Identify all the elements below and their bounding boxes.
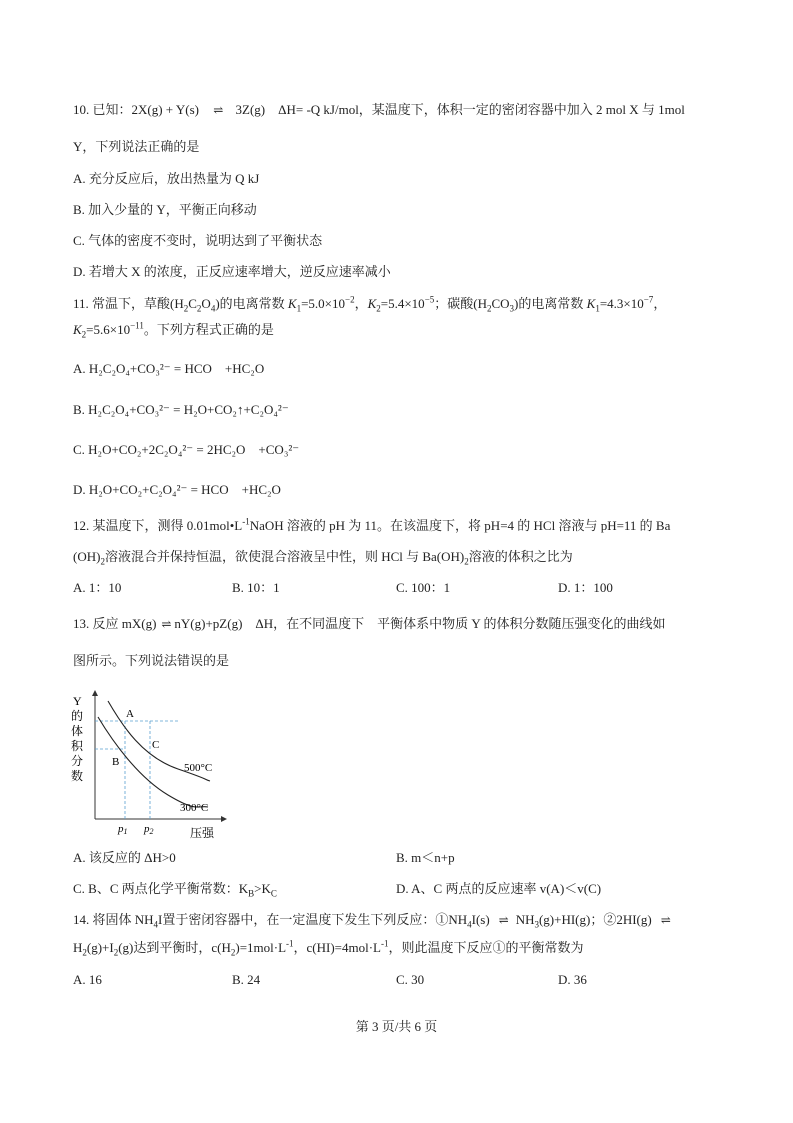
q10-stem-line1: 10. 已知：2X(g) + Y(s) ⇌ 3Z(g) ΔH= -Q kJ/mol，某温度下，体积一定的密闭容器中加入 2 mol X 与 1mol	[73, 102, 685, 117]
q10-option-c: C. 气体的密度不变时，说明达到了平衡状态	[73, 233, 323, 248]
reversible-arrow-icon: ⇌	[161, 617, 170, 631]
reversible-arrow-icon: ⇌	[498, 913, 507, 927]
q14-stem-line1: 14. 将固体 $NH_4I$置于密闭容器中，在一定温度下发生下列反应：$①NH_4I(s)$ ⇌ $NH_3(g)+HI(g)$；②2HI(g) ⇌	[73, 912, 678, 928]
y-axis-label-4: 积	[71, 739, 84, 753]
q11-option-a: A. H₂C₂O₄+CO₃²⁻ = HCO +HC₂O	[73, 361, 265, 376]
x-axis-label: 压强	[190, 826, 215, 839]
curve-300c-label: 300°C	[180, 802, 209, 814]
q13-stem-line2: 图所示。下列说法错误的是	[73, 653, 230, 668]
q11-option-b: B. H₂C₂O₄+CO₃²⁻ = H₂O+CO₂↑+C₂O₄²⁻	[73, 402, 289, 417]
y-axis-label-1: Y	[73, 694, 82, 708]
point-c-label: C	[152, 739, 160, 751]
q13-option-d: D. A、C 两点的反应速率 v(A)＜v(C)	[396, 881, 602, 896]
q14-option-d: D. 36	[558, 972, 587, 987]
q10-option-a: A. 充分反应后，放出热量为 Q kJ	[73, 171, 260, 186]
q11-stem-line1: 11. 常温下，草酸$(H_2C_2O_4)$的电离常数 $K_1=5.0\times 10^{-2}$，$K_2=5.4\times 10^{-5}$；碳酸$(H_2CO_3)$的电离常数 $K_1=4.3\times 10^{-7}$，	[73, 294, 667, 314]
q10-option-b: B. 加入少量的 Y，平衡正向移动	[73, 202, 257, 217]
q14-stem-line2: $H_2(g)+I_2(g)$达到平衡时，$c(H_2)=1mol\cdot L^{-1}$，$c(HI)=4mol\cdot L^{-1}$，则此温度下反应①的平衡常数为	[73, 938, 584, 958]
q14-option-c: C. 30	[396, 972, 425, 987]
q12-option-a: A. 1：10	[73, 580, 122, 595]
q12-option-d: D. 1：100	[558, 580, 613, 595]
q13-option-b: B. m＜n+p	[396, 850, 455, 865]
reversible-arrow-icon: ⇌	[213, 103, 222, 117]
y-axis-label-5: 分	[71, 754, 84, 768]
q12-option-b: B. 10：1	[232, 580, 280, 595]
curve-500c-label: 500°C	[184, 762, 213, 774]
q13-option-a: A. 该反应的 ΔH>0	[73, 850, 176, 865]
q12-stem-line2: $(OH)_2$溶液混合并保持恒温，欲使混合溶液呈中性，则 HCl 与 $Ba(OH)_2$溶液的体积之比为	[73, 549, 573, 567]
p2-tick-label: p2	[144, 823, 154, 836]
q11-option-d: D. H₂O+CO₂+C₂O₄²⁻ = HCO +HC₂O	[73, 482, 281, 497]
q13-option-c: C. B、C 两点化学平衡常数：$K_B>K_C$	[73, 881, 277, 899]
point-b-label: B	[112, 756, 120, 768]
y-axis-label-2: 的	[71, 709, 84, 723]
p1-tick-label: p1	[118, 823, 128, 836]
q13-graph	[68, 687, 228, 839]
q10-stem-line2: Y，下列说法正确的是	[73, 139, 200, 154]
q13-stem-line1: 13. 反应 mX(g) ⇌ nY(g)+pZ(g) ΔH，在不同温度下 平衡体系中物质 Y 的体积分数随压强变化的曲线如	[73, 616, 666, 631]
q10-option-d: D. 若增大 X 的浓度，正反应速率增大，逆反应速率减小	[73, 264, 391, 279]
q12-stem-line1: 12. 某温度下，测得 $0.01mol•L^{-1}NaOH$ 溶液的 pH 为 11。在该温度下，将 pH=4 的 HCl 溶液与 pH=11 的 Ba	[73, 516, 671, 533]
q14-option-b: B. 24	[232, 972, 261, 987]
point-a-label: A	[126, 708, 134, 720]
y-axis-label-6: 数	[71, 769, 84, 783]
y-axis-label-3: 体	[71, 724, 84, 738]
q11-stem-line2: $K_2=5.6\times 10^{-11}$。下列方程式正确的是	[73, 320, 274, 340]
page-footer: 第 3 页/共 6 页	[355, 1019, 438, 1034]
q12-option-c: C. 100：1	[396, 580, 451, 595]
reversible-arrow-icon: ⇌	[660, 913, 669, 927]
q11-option-c: C. H₂O+CO₂+2C₂O₄²⁻ = 2HC₂O +CO₃²⁻	[73, 442, 300, 457]
q14-option-a: A. 16	[73, 972, 102, 987]
